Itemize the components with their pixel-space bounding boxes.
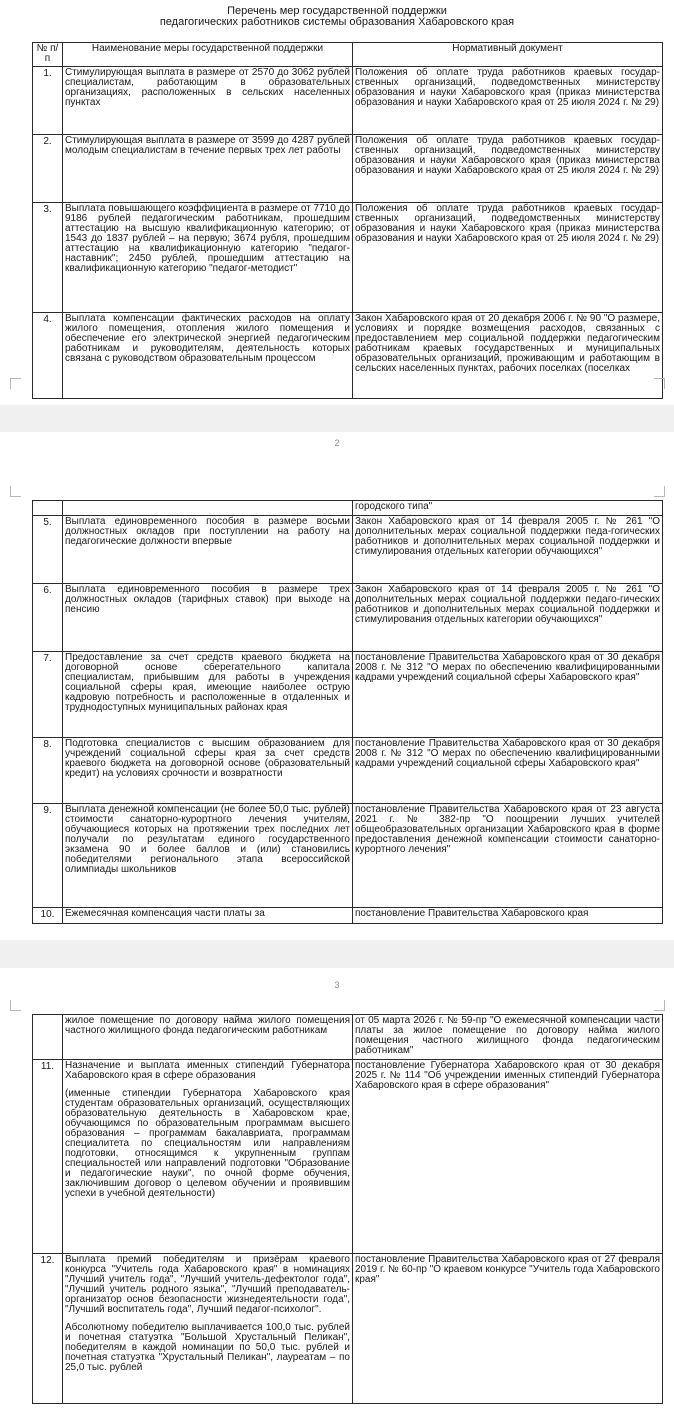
row-num	[33, 1015, 63, 1060]
row-doc: Положения об оплате труда работников краевых государ-ственных организаций, подведомственных министерству образования и науки Хабаровского края (приказ министерства образования и науки Хабаровского края от 25 июля 2024 г. № 29)	[353, 203, 663, 313]
row-measure: Выплата компенсации фактических расходов на оплату жилого помещения, отопления жилого помещения и обеспечение его электрической энергией педагогическим работникам и руководителям, деятельность которых связана с руководством образовательным процессом	[63, 313, 353, 399]
row-measure: Стимулирующая выплата в размере от 2570 до 3062 рублей специалистам, работающим в образовательных организациях, расположенных в сельских населенных пунктах	[63, 67, 353, 135]
row-doc: постановление Правительства Хабаровского края	[353, 908, 663, 924]
page-corner-mark	[654, 1000, 665, 1011]
table-row	[33, 516, 663, 584]
row-measure: Подготовка специалистов с высшим образованием для учреждений социальной сферы края за счет средств краевого бюджета на договорной основе (образовательный кредит) на условиях срочности и возвратности	[63, 738, 353, 804]
document-title	[0, 6, 674, 28]
table-row	[33, 203, 663, 313]
row-num: 8.	[33, 738, 63, 804]
table-row	[33, 1254, 663, 1404]
row-measure: Ежемесячная компенсация части платы за	[63, 908, 353, 924]
row-measure-detail: Абсолютному победителю выплачивается 100,0 тыс. рублей и почетная статуэтка "Большой Хрустальный Пеликан", победителям в каждой номинации по 50,0 тыс. рублей и почетная статуэтка "Хрустальный Пеликан", лауреатам – по 25,0 тыс. рублей	[65, 1322, 350, 1373]
row-measure: Выплата денежной компенсации (не более 50,0 тыс. рублей) стоимости санаторно-курортного лечения учителям, обучающиеся которых на протяжении трех последних лет получали по результатам единого государственного экзамена 90 и более баллов и (или) становились победителями регионального этапа всероссийской олимпиады школьников	[63, 804, 353, 908]
row-measure: Предоставление за счет средств краевого бюджета на договорной основе сберегательного капитала специалистам, прибывшим для работы в учреждения социальной сферы края, имеющие наиболее острую кадровую потребность и расположенные в отдаленных и труднодоступных муниципальных районах края	[63, 652, 353, 738]
row-num: 10.	[33, 908, 63, 924]
row-doc: от 05 марта 2026 г. № 59-пр "О ежемесячной компенсации части платы за жилое помещение по договору найма жилого помещения частного жилищного фонда педагогическим работникам"	[353, 1015, 663, 1060]
row-measure: Назначение и выплата именных стипендий Губернатора Хабаровского края в сфере образования	[65, 1060, 350, 1081]
table-row	[33, 908, 663, 924]
row-num: 11.	[33, 1060, 63, 1254]
row-doc: постановление Правительства Хабаровского края от 30 декабря 2008 г. № 312 "О мерах по обеспечению квалифицированными кадрами учреждений социальной сферы Хабаровского края"	[353, 652, 663, 738]
row-measure: Выплата повышающего коэффициента в размере от 7710 до 9186 рублей педагогическим работникам, прошедшим аттестацию на высшую квалификационную категорию; от 1543 до 1837 рублей – на первую; 3674 рубля, прошедшим аттестацию на квалификационную категорию "педагог-наставник"; 2450 рублей, прошедшим аттестацию на квалификационную категорию "педагог-методист"	[63, 203, 353, 313]
table-row	[33, 67, 663, 135]
row-doc: постановление Губернатора Хабаровского края от 30 декабря 2025 г. № 114 "Об учреждении именных стипендий Губернатора Хабаровского края в сфере образования"	[353, 1060, 663, 1254]
title-line-1: Перечень мер государственной поддержки	[227, 5, 447, 17]
row-doc: Положения об оплате труда работников краевых государ-ственных организаций, подведомственных министерству образования и науки Хабаровского края (приказ министерства образования и науки Хабаровского края от 25 июля 2024 г. № 29)	[353, 67, 663, 135]
table-row	[33, 313, 663, 399]
header-num: № п/п	[33, 43, 63, 67]
row-num: 4.	[33, 313, 63, 399]
table-row	[33, 1060, 663, 1254]
row-measure-cell	[63, 1254, 353, 1404]
row-measure: Выплата единовременного пособия в размере трех должностных окладов (тарифных ставок) при выходе на пенсию	[63, 584, 353, 652]
row-measure: жилое помещение по договору найма жилого помещения частного жилищного фонда педагогическим работникам	[63, 1015, 353, 1060]
table-row	[33, 135, 663, 203]
table-row	[33, 501, 663, 516]
row-num: 2.	[33, 135, 63, 203]
row-doc: городского типа"	[353, 501, 663, 516]
table-row	[33, 738, 663, 804]
header-measure: Наименование меры государственной поддержки	[63, 43, 353, 67]
row-measure: Выплата премий победителям и призёрам краевого конкурса "Учитель года Хабаровского края" в номинациях "Лучший учитель года", "Лучший учитель-дефектолог года", "Лучший учитель родного языка", "Лучший преподаватель-организатор основ безопасности жизнедеятельности года", "Лучший воспитатель года", Лучший педагог-психолог".	[65, 1254, 350, 1315]
row-num: 1.	[33, 67, 63, 135]
row-num: 5.	[33, 516, 63, 584]
header-doc: Нормативный документ	[353, 43, 663, 67]
row-measure: Выплата единовременного пособия в размере восьми должностных окладов при поступлении на работу на педагогические должности впервые	[63, 516, 353, 584]
document-page-3	[0, 968, 674, 1408]
row-doc: постановление Правительства Хабаровского края от 30 декабря 2008 г. № 312 "О мерах по обеспечению квалифицированными кадрами учреждений социальной сферы Хабаровского края"	[353, 738, 663, 804]
page-corner-mark	[654, 486, 665, 497]
row-doc: Закон Хабаровского края от 20 декабря 2006 г. № 90 "О размере, условиях и порядке возмещения расходов, связанных с предоставлением мер социальной поддержки педагогическим работникам краевых государственных и муниципальных образовательных организаций, проживающим и работающим в сельских населенных пунктах, рабочих поселках (поселках	[353, 313, 663, 399]
document-page-2	[0, 432, 674, 940]
row-num	[33, 501, 63, 516]
table-row	[33, 804, 663, 908]
measures-table-part-2	[32, 500, 663, 924]
row-num: 9.	[33, 804, 63, 908]
row-doc: Закон Хабаровского края от 14 февраля 2005 г. № 261 "О дополнительных мерах социальной поддержки педа-гогических работников и дополнительных мерах социальной поддержки и стимулирования отдельных категории обучающихся"	[353, 516, 663, 584]
row-measure-detail: (именные стипендии Губернатора Хабаровского края студентам образовательных организаций, осуществляющих образовательную деятельность в Хабаровском крае, обучающимся по образовательным программам высшего образования – программам бакалавриата, программам специалитета по специальностям или направлениям подготовки, относящимся к укрупненным группам специальностей или направлений подготовки "Образование и педагогические науки", по очной форме обучения, заключившим договор о целевом обучении и проявившим успехи в учебной деятельности)	[65, 1088, 350, 1199]
row-num: 3.	[33, 203, 63, 313]
page-corner-mark	[10, 1000, 21, 1011]
row-doc: постановление Правительства Хабаровского края от 27 февраля 2019 г. № 60-пр "О краевом конкурсе "Учитель года Хабаровского края"	[353, 1254, 663, 1404]
page-corner-mark	[654, 378, 665, 389]
table-row	[33, 652, 663, 738]
row-measure: Стимулирующая выплата в размере от 3599 до 4287 рублей молодым специалистам в течение первых трех лет работы	[63, 135, 353, 203]
row-num: 7.	[33, 652, 63, 738]
page-number: 3	[334, 980, 340, 990]
row-measure	[63, 501, 353, 516]
table-header-row	[33, 43, 663, 67]
row-num: 6.	[33, 584, 63, 652]
row-doc: Положения об оплате труда работников краевых государ-ственных организаций, подведомственных министерству образования и науки Хабаровского края (приказ министерства образования и науки Хабаровского края от 25 июля 2024 г. № 29)	[353, 135, 663, 203]
table-row	[33, 1015, 663, 1060]
row-doc: Закон Хабаровского края от 14 февраля 2005 г. № 261 "О дополнительных мерах социальной поддержки педаго-гических работников и дополнительных мерах социальной поддержки и стимулирования отдельных категории обучающихся"	[353, 584, 663, 652]
page-corner-mark	[10, 486, 21, 497]
measures-table-part-1	[32, 42, 663, 399]
page-corner-mark	[10, 378, 21, 389]
document-page-1	[0, 0, 674, 405]
row-num: 12.	[33, 1254, 63, 1404]
table-row	[33, 584, 663, 652]
title-line-2: педагогических работников системы образования Хабаровского края	[159, 16, 515, 28]
row-doc: постановление Правительства Хабаровского края от 23 августа 2021 г. № 382-пр "О поощрении лучших учителей общеобразовательных организации Хабаровского края в форме предоставления денежной компенсации стоимости санаторно-курортного лечения"	[353, 804, 663, 908]
measures-table-part-3	[32, 1014, 663, 1404]
page-number: 2	[334, 438, 340, 448]
row-measure-cell	[63, 1060, 353, 1254]
